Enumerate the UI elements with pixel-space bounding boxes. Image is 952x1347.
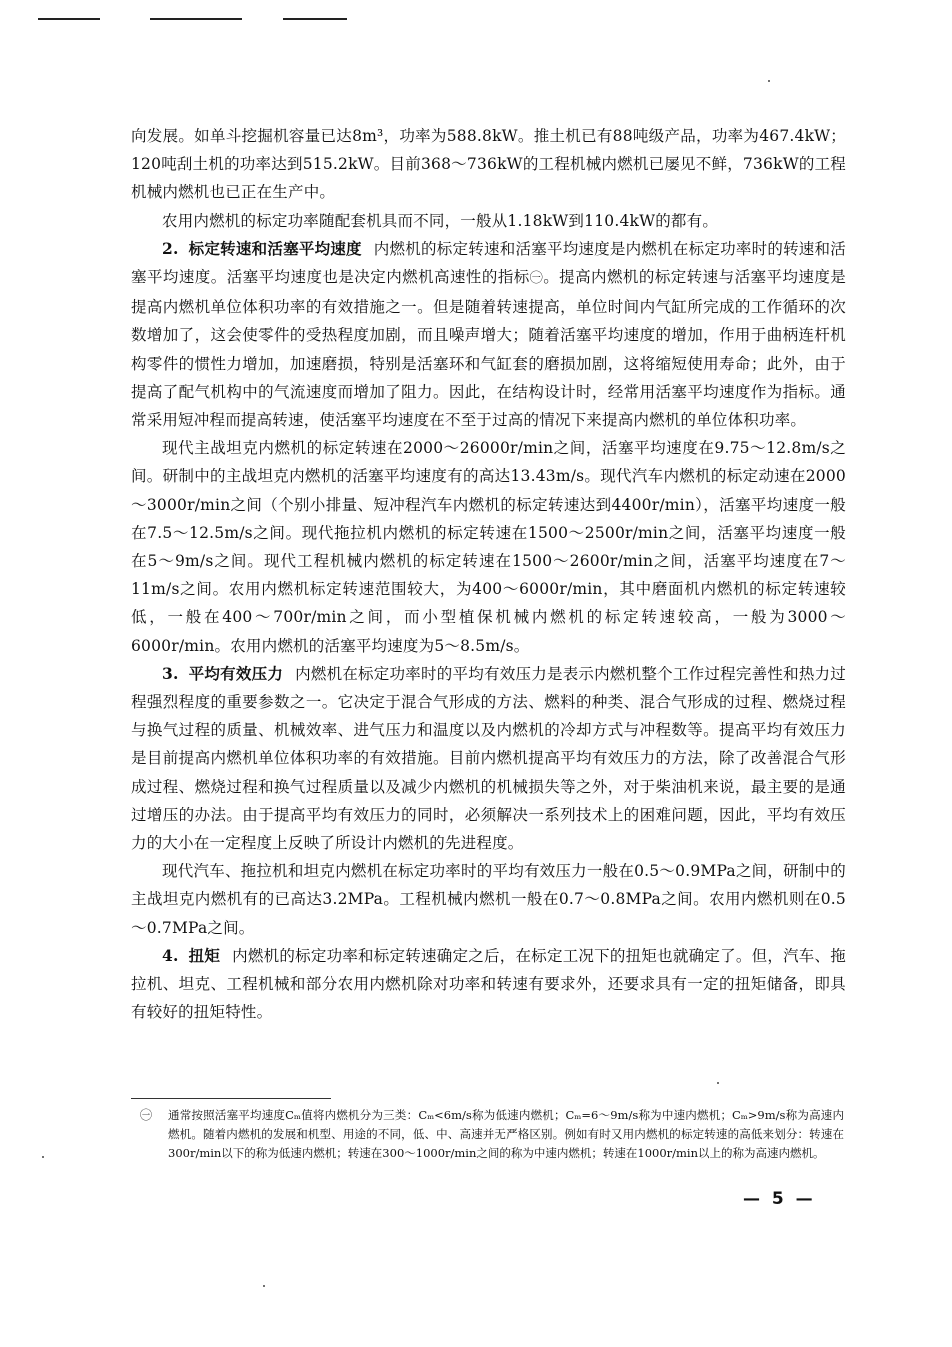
footnote-mark: ㊀ (140, 1108, 153, 1122)
header-rule (283, 18, 347, 20)
header-rules (0, 18, 952, 22)
section-text: 内燃机在标定功率时的平均有效压力是表示内燃机整个工作过程完善性和热力过程强烈程度的重要参数之一。它决定于混合气形成的方法、燃料的种类、混合气形成的过程、燃烧过程与换气过程的质量、机械效率、进气压力和温度以及内燃机的冷却方式与冲程数等。提高平均有效压力是目前提高内燃机单位体积功率的有效措施。目前内燃机提高平均有效压力的方法，除了改善混合气形成过程、燃烧过程和换气过程质量以及减少内燃机的机械损失等之外，对于柴油机来说，最主要的是通过增压的办法。由于提高平均有效压力的同时，必须解决一系列技术上的困难问题，因此，平均有效压力的大小在一定程度上反映了所设计内燃机的先进程度。 (131, 664, 846, 853)
scan-speck (263, 1285, 265, 1287)
footnote-rule (131, 1098, 331, 1099)
section-text: 内燃机的标定功率和标定转速确定之后，在标定工况下的扭矩也就确定了。但，汽车、拖拉机、坦克、工程机械和部分农用内燃机除对功率和转速有要求外，还要求具有一定的扭矩储备，即具有较好的扭矩特性。 (131, 946, 846, 1022)
header-rule (150, 18, 242, 20)
section-2 (131, 235, 846, 434)
section-3 (131, 660, 846, 857)
footnote-reference: ㊀ (529, 271, 544, 287)
section-text: 内燃机的标定转速和活塞平均速度是内燃机在标定功率时的转速和活塞平均速度。活塞平均速度也是决定内燃机高速性的指标 (131, 239, 846, 287)
section-number: 2. (162, 238, 179, 258)
header-rule (38, 18, 100, 20)
page-number: — 5 — (743, 1189, 816, 1209)
footnote-text: 通常按照活塞平均速度Cₘ值将内燃机分为三类：Cₘ<6m/s称为低速内燃机；Cₘ=6～9m/s称为中速内燃机；Cₘ>9m/s称为高速内燃机。随着内燃机的发展和机型、用途的不同，低、中、高速并无严格区别。例如有时又用内燃机的标定转速的高低来划分：转速在300r/min以下的称为低速内燃机；转速在300～1000r/min之间的称为中速内燃机；转速在1000r/min以上的称为高速内燃机。 (168, 1108, 844, 1160)
section-heading: 平均有效压力 (188, 664, 284, 683)
paragraph: 农用内燃机的标定功率随配套机具而不同，一般从1.18kW到110.4kW的都有。 (162, 211, 719, 230)
paragraph: 现代汽车、拖拉机和坦克内燃机在标定功率时的平均有效压力一般在0.5～0.9MPa之间，研制中的主战坦克内燃机有的已高达3.2MPa。工程机械内燃机一般在0.7～0.8MPa之间。农用内燃机则在0.5～0.7MPa之间。 (131, 862, 846, 937)
paragraph: 现代主战坦克内燃机的标定转速在2000～26000r/min之间，活塞平均速度在9.75～12.8m/s之间。研制中的主战坦克内燃机的活塞平均速度有的高达13.43m/s。现代汽车内燃机的标定动速在2000～3000r/min之间（个别小排量、短冲程汽车内燃机的标定转速达到4400r/min），活塞平均速度一般在7.5～12.5m/s之间。现代拖拉机内燃机的标定转速在1500～2500r/min之间，活塞平均速度一般在5～9m/s之间。现代工程机械内燃机的标定转速在1500～2600r/min之间，活塞平均速度在7～11m/s之间。农用内燃机标定转速范围较大，为400～6000r/min，其中磨面机内燃机的标定转速较低，一般在400～700r/min之间，而小型植保机械内燃机的标定转速较高，一般为3000～6000r/min。农用内燃机的活塞平均速度为5～8.5m/s。 (131, 439, 846, 655)
section-heading: 扭矩 (188, 946, 221, 965)
page-body (131, 122, 846, 1027)
section-text: 。提高内燃机的标定转速与活塞平均速度是提高内燃机单位体积功率的有效措施之一。但是随着转速提高，单位时间内气缸所完成的工作循环的次数增加了，这会使零件的受热程度加剧，而且噪声增大；随着活塞平均速度的增加，作用于曲柄连杆机构零件的惯性力增加，加速磨损，特别是活塞环和气缸套的磨损加剧，这将缩短使用寿命；此外，由于提高了配气机构中的气流速度而增加了阻力。因此，在结构设计时，经常用活塞平均速度作为指标。通常采用短冲程而提高转速，使活塞平均速度在不至于过高的情况下来提高内燃机的单位体积功率。 (131, 268, 846, 430)
scan-speck (768, 80, 770, 82)
paragraph: 向发展。如单斗挖掘机容量已达8m³，功率为588.8kW。推土机已有88吨级产品，功率为467.4kW；120吨刮土机的功率达到515.2kW。目前368～736kW的工程机械内燃机已屡见不鲜，736kW的工程机械内燃机也已正在生产中。 (131, 127, 846, 202)
section-number: 3. (162, 663, 179, 683)
section-4 (131, 942, 846, 1027)
section-heading: 标定转速和活塞平均速度 (188, 239, 362, 258)
scan-speck (42, 1156, 44, 1158)
scan-speck (717, 1082, 719, 1084)
section-number: 4. (162, 945, 179, 965)
